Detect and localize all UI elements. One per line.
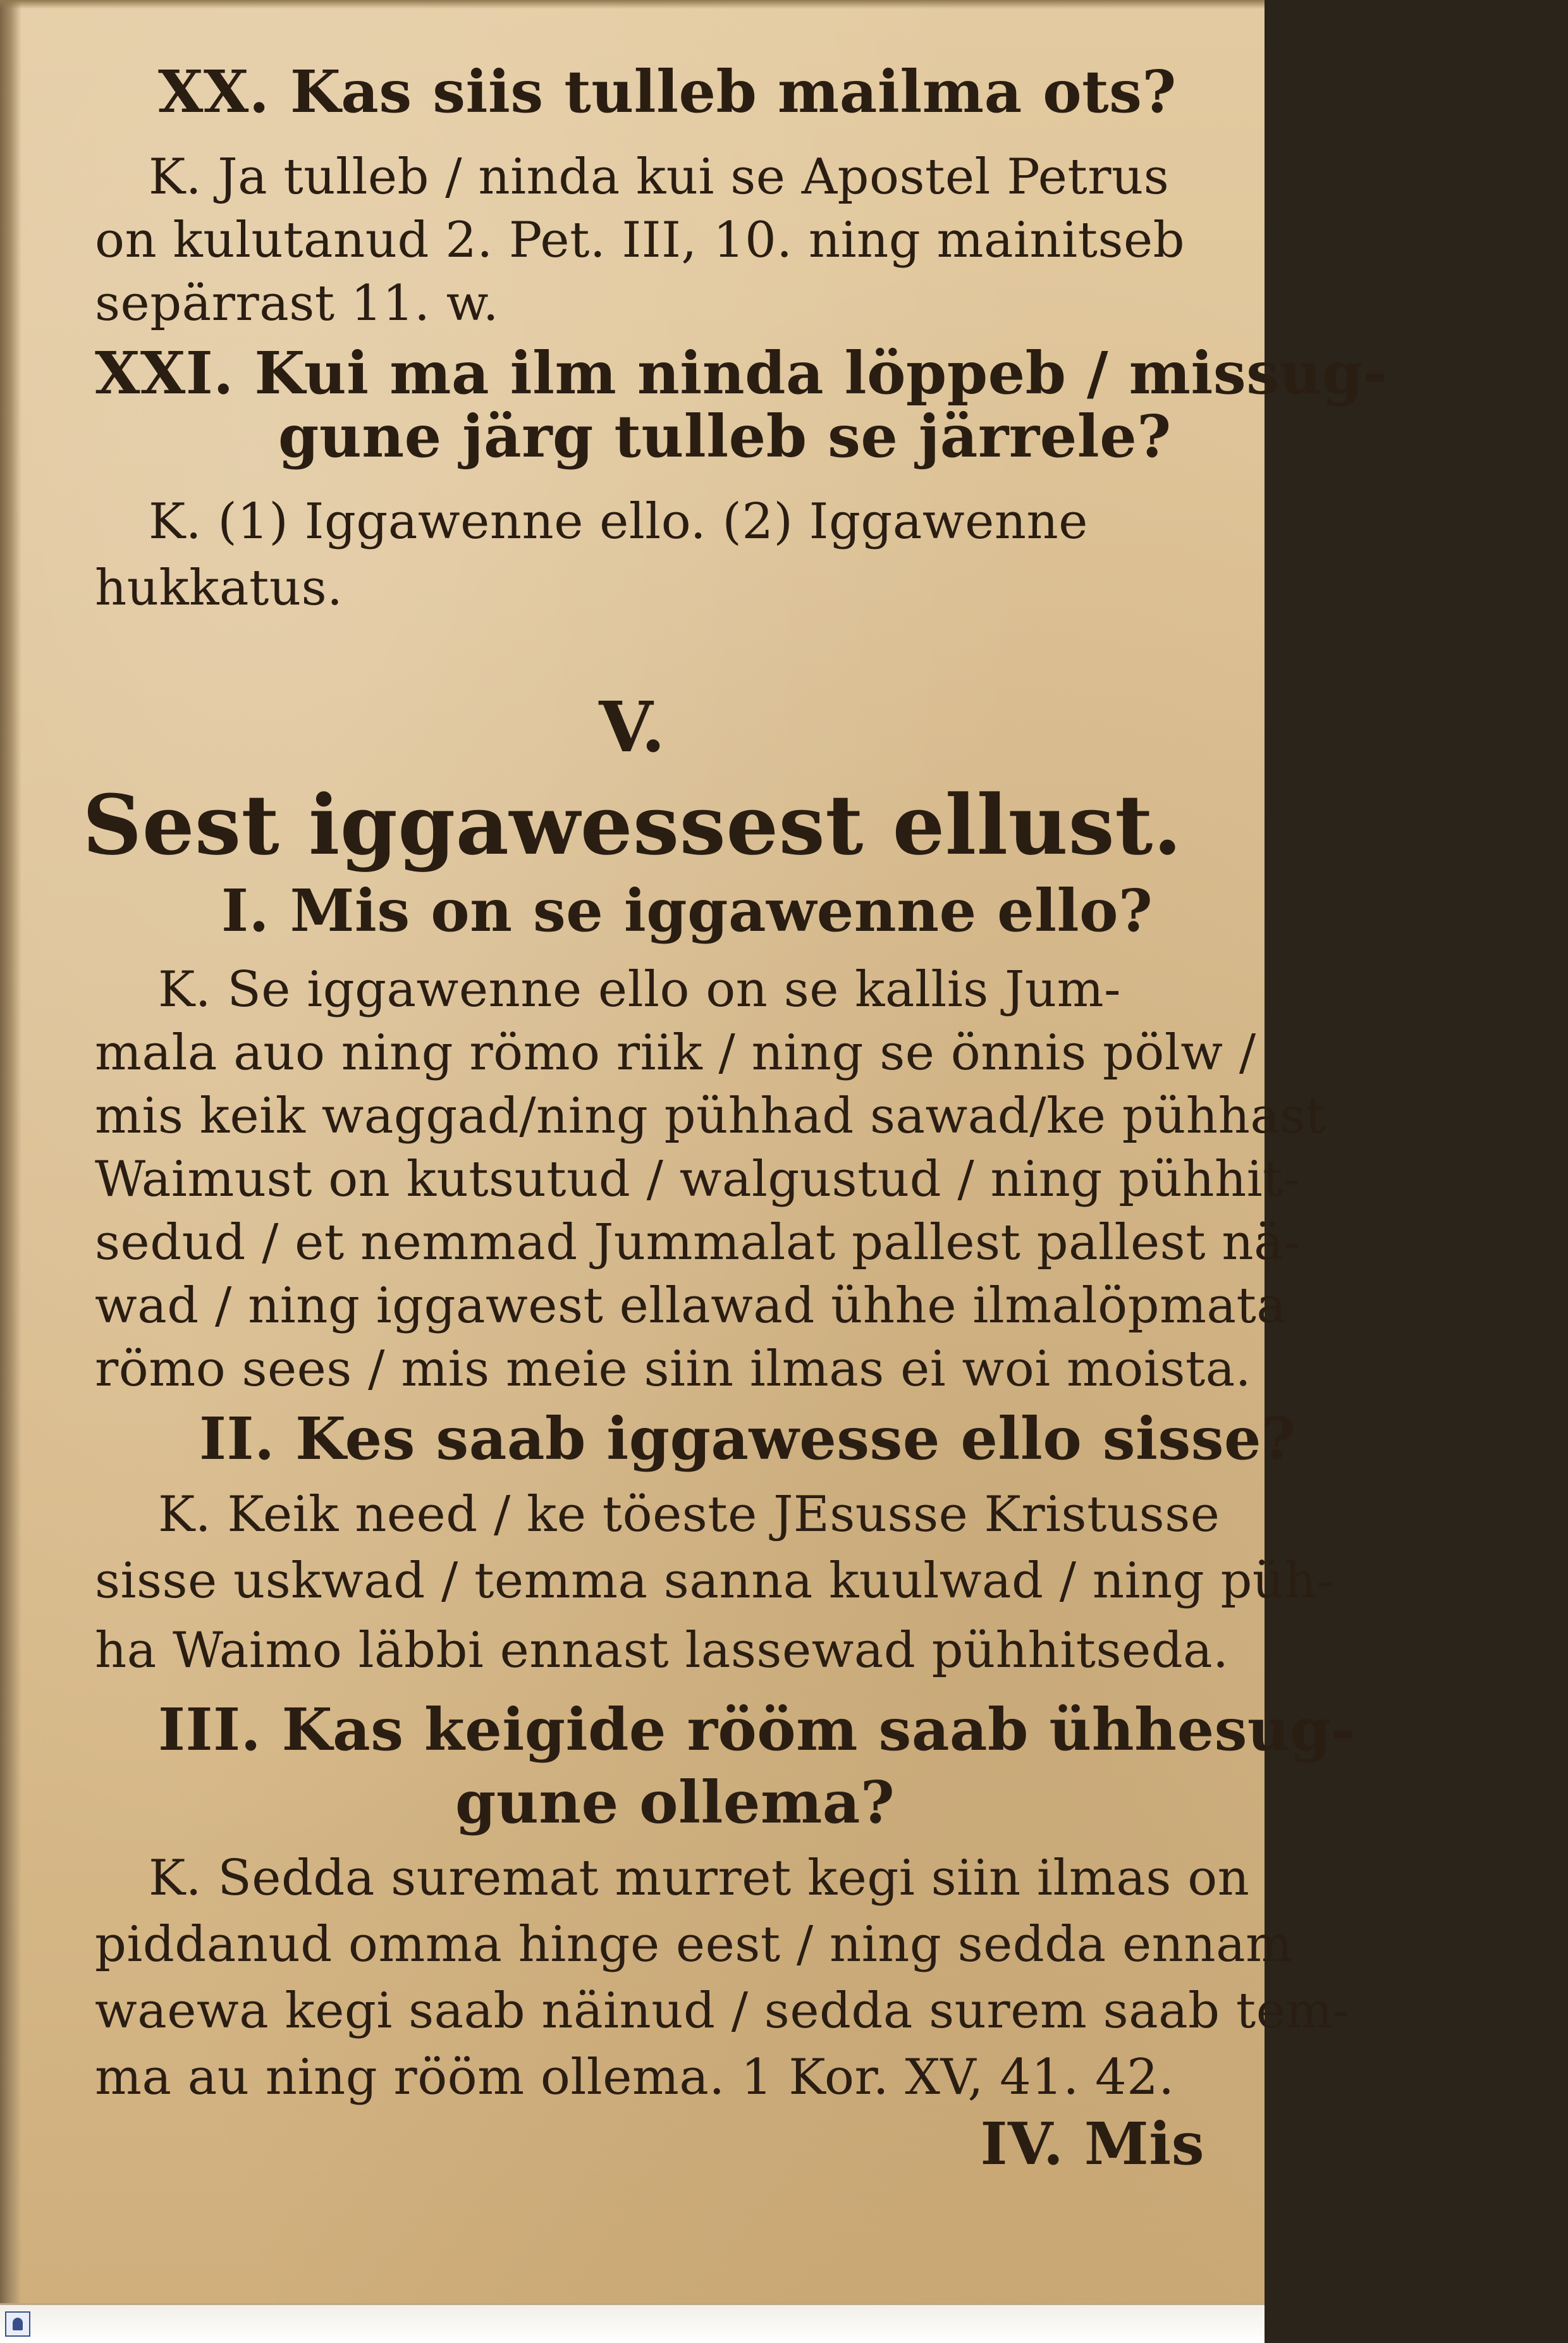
question-xxi: XXI. Kui ma ilm ninda löppeb / missug- xyxy=(95,339,1388,407)
answer-line: römo sees / mis meie siin ilmas ei woi moista. xyxy=(95,1341,1251,1398)
answer-line: mis keik waggad/ning pühhad sawad/ke pühhast xyxy=(95,1088,1326,1145)
answer-line: sepärrast 11. w. xyxy=(95,275,499,332)
catchword: IV. Mis xyxy=(980,2110,1204,2178)
answer-line: sisse uskwad / temma sanna kuulwad / ning püh- xyxy=(95,1553,1334,1609)
answer-line: ma au ning rööm ollema. 1 Kor. XV, 41. 42. xyxy=(95,2049,1175,2106)
answer-line: K. Ja tulleb / ninda kui se Apostel Petrus xyxy=(149,149,1170,206)
answer-line: K. Keik need / ke töeste JEsusse Kristusse xyxy=(158,1486,1220,1543)
question-xxi-cont: gune järg tulleb se järrele? xyxy=(278,402,1172,470)
answer-line: Waimust on kutsutud / walgustud / ning pühhit- xyxy=(95,1151,1300,1208)
page-edge-shadow xyxy=(0,0,21,2341)
question-i: I. Mis on se iggawenne ello? xyxy=(221,876,1153,945)
library-logo-icon xyxy=(5,2311,30,2337)
answer-line: K. (1) Iggawenne ello. (2) Iggawenne xyxy=(149,493,1088,550)
answer-line: hukkatus. xyxy=(95,560,343,617)
answer-line: piddanud omma hinge eest / ning sedda ennam xyxy=(95,1916,1293,1973)
section-title: Sest iggawessest ellust. xyxy=(82,777,1182,873)
question-iii: III. Kas keigide rööm saab ühhesug- xyxy=(158,1695,1356,1764)
section-number: V. xyxy=(599,686,666,768)
answer-line: wad / ning iggawest ellawad ühhe ilmalöpmata xyxy=(95,1277,1287,1334)
page-top-shadow xyxy=(0,0,1265,9)
scan-footer-strip xyxy=(0,2303,1265,2343)
question-xx: XX. Kas siis tulleb mailma ots? xyxy=(158,58,1177,126)
question-ii: II. Kes saab iggawesse ello sisse? xyxy=(199,1405,1296,1473)
answer-line: K. Se iggawenne ello on se kallis Jum- xyxy=(158,961,1121,1018)
question-iii-cont: gune ollema? xyxy=(455,1768,895,1836)
answer-line: K. Sedda suremat murret kegi siin ilmas on xyxy=(149,1850,1250,1907)
answer-line: ha Waimo läbbi ennast lassewad pühhitseda. xyxy=(95,1622,1229,1679)
answer-line: on kulutanud 2. Pet. III, 10. ning mainitseb xyxy=(95,212,1185,269)
answer-line: waewa kegi saab näinud / sedda surem saab tem- xyxy=(95,1983,1350,2039)
answer-line: sedud / et nemmad Jummalat pallest pallest nä- xyxy=(95,1214,1301,1271)
answer-line: mala auo ning römo riik / ning se önnis pölw / xyxy=(95,1024,1256,1081)
